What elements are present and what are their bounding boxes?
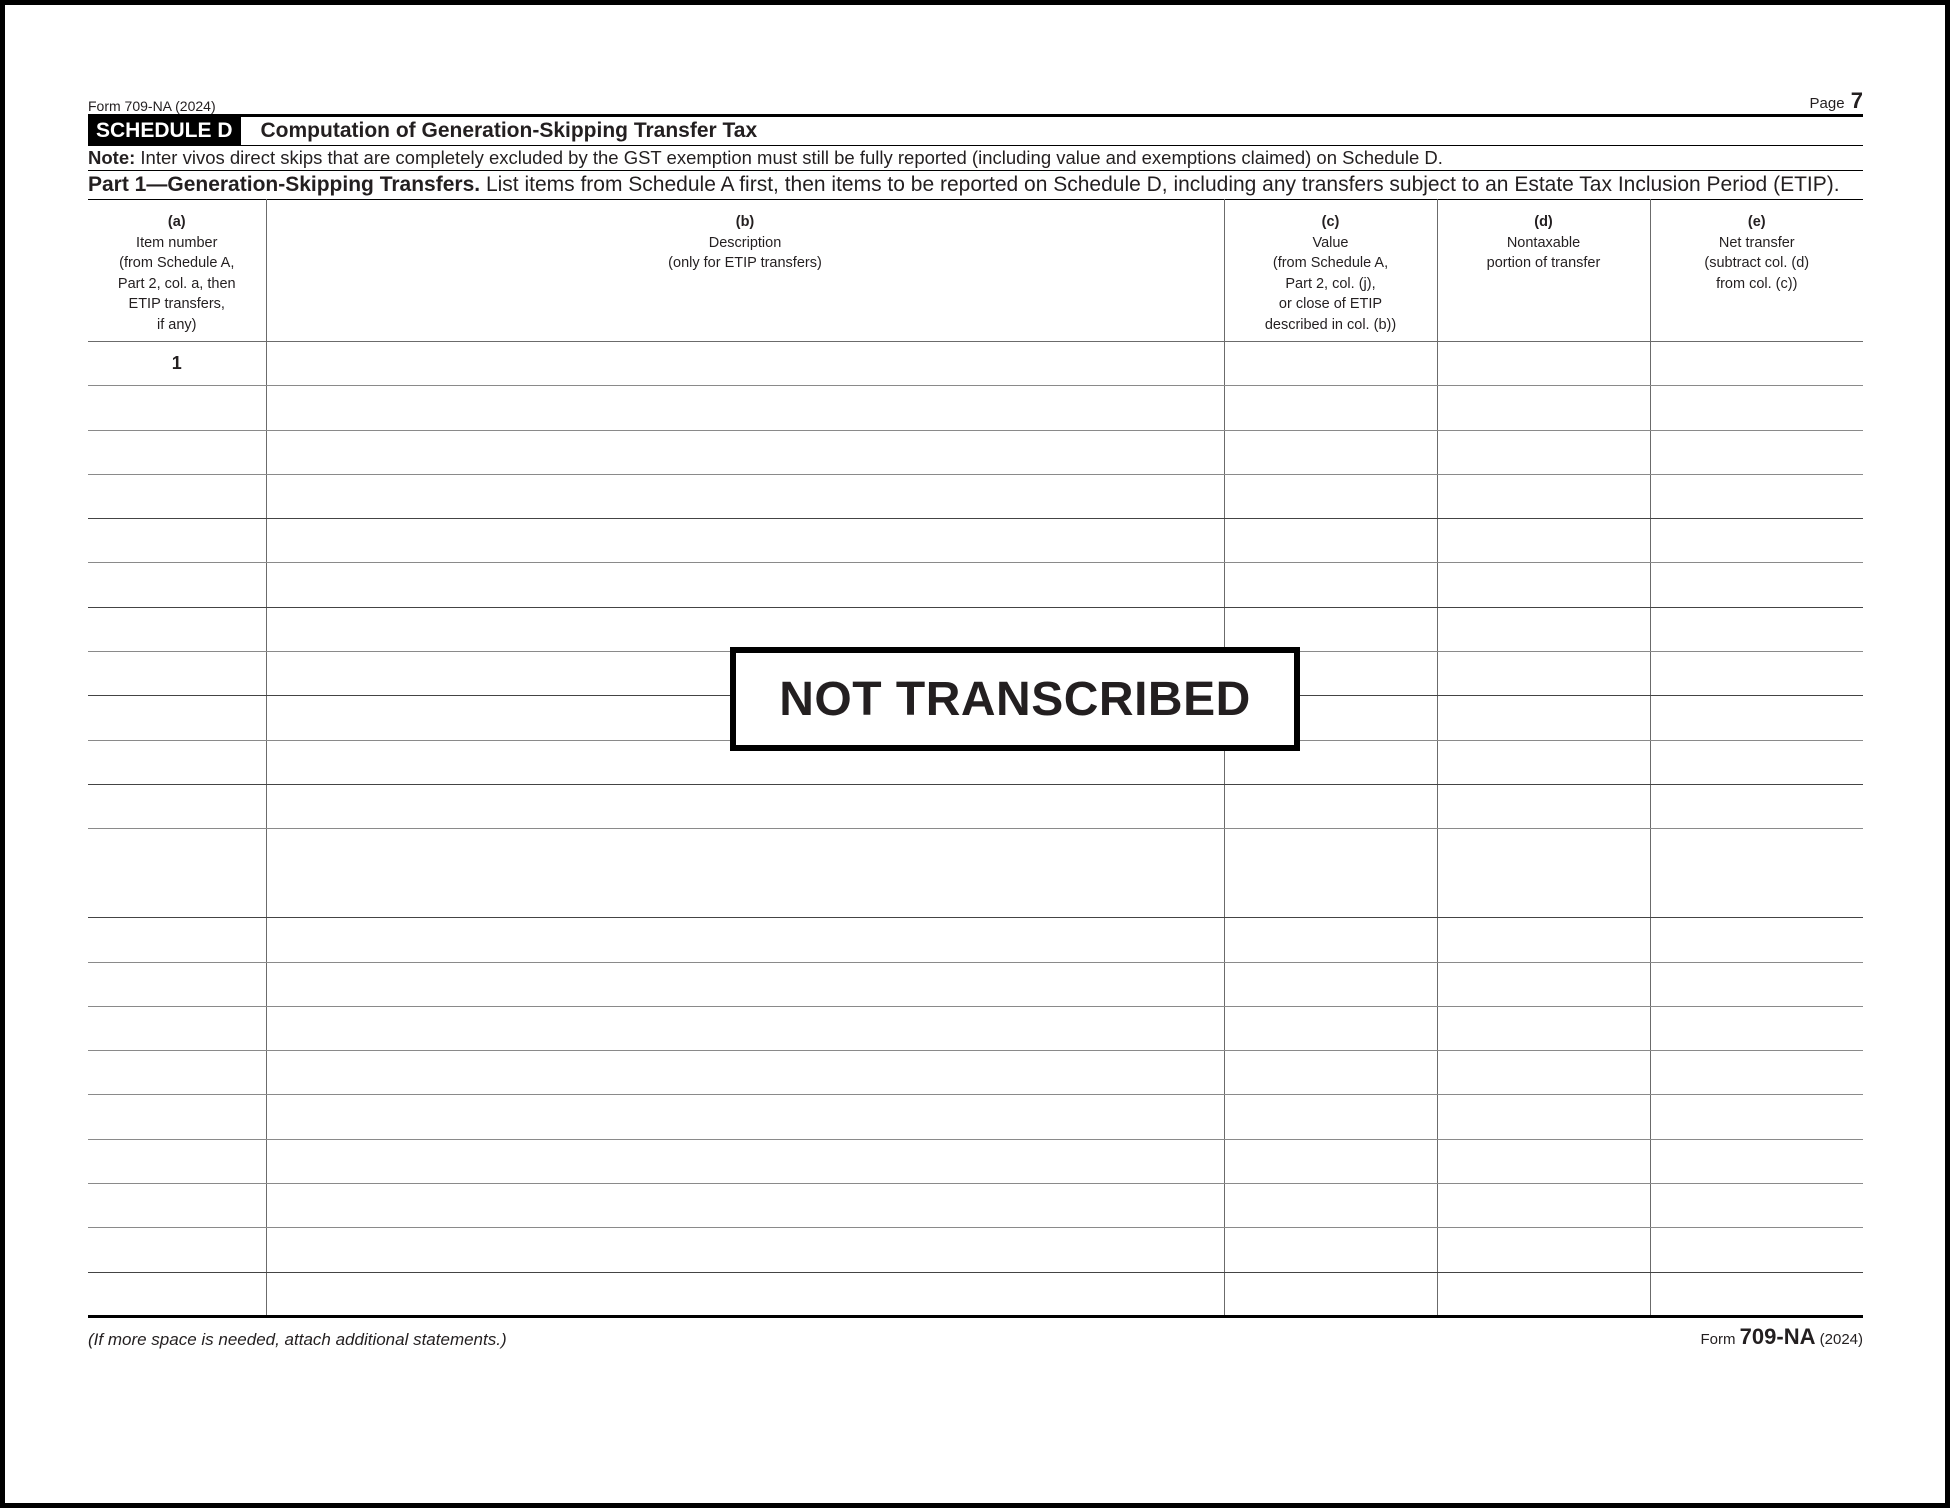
schedule-header (88, 114, 1863, 145)
description-cell[interactable] (266, 1006, 1224, 1050)
page-footer (88, 1324, 1863, 1350)
value-cell[interactable] (1224, 430, 1437, 474)
col-d-header: (d) Nontaxable portion of transfer (1437, 200, 1650, 342)
schedule-title: Computation of Generation-Skipping Transfer Tax (260, 119, 758, 142)
value-cell[interactable] (1224, 386, 1437, 430)
description-cell[interactable] (266, 607, 1224, 651)
description-cell[interactable] (266, 563, 1224, 607)
table-row (88, 962, 1863, 1006)
net-transfer-cell[interactable] (1650, 386, 1863, 430)
nontaxable-cell[interactable] (1437, 784, 1650, 828)
description-cell[interactable] (266, 430, 1224, 474)
description-cell[interactable] (266, 1095, 1224, 1139)
description-cell[interactable] (266, 1228, 1224, 1272)
value-cell[interactable] (1224, 607, 1437, 651)
nontaxable-cell[interactable] (1437, 696, 1650, 740)
net-transfer-cell[interactable] (1650, 740, 1863, 784)
nontaxable-cell[interactable] (1437, 519, 1650, 563)
net-transfer-cell[interactable] (1650, 1051, 1863, 1095)
nontaxable-cell[interactable] (1437, 386, 1650, 430)
schedule-badge: SCHEDULE D (88, 117, 241, 145)
page-header (88, 90, 1863, 114)
description-cell[interactable] (266, 1139, 1224, 1183)
table-row (88, 1095, 1863, 1139)
nontaxable-cell[interactable] (1437, 1228, 1650, 1272)
item-number-cell[interactable] (88, 386, 266, 430)
nontaxable-cell[interactable] (1437, 1184, 1650, 1228)
net-transfer-cell[interactable] (1650, 784, 1863, 828)
form-reference: Form 709-NA (2024) (88, 98, 216, 114)
col-a-header: (a) Item number (from Schedule A, Part 2, col. a, then ETIP transfers, if any) (88, 200, 266, 342)
value-cell[interactable] (1224, 563, 1437, 607)
item-number-cell[interactable] (88, 519, 266, 563)
item-number-cell[interactable] (88, 1184, 266, 1228)
item-number-cell[interactable] (88, 1272, 266, 1316)
item-number-cell[interactable] (88, 696, 266, 740)
item-number-cell[interactable] (88, 1051, 266, 1095)
nontaxable-cell[interactable] (1437, 563, 1650, 607)
table-row (88, 1139, 1863, 1183)
item-number-cell[interactable] (88, 607, 266, 651)
description-cell[interactable] (266, 519, 1224, 563)
value-cell[interactable] (1224, 519, 1437, 563)
table-header-row (88, 200, 1863, 342)
net-transfer-cell[interactable] (1650, 342, 1863, 386)
table-row (88, 474, 1863, 518)
value-cell[interactable] (1224, 1006, 1437, 1050)
table-row (88, 918, 1863, 962)
description-cell[interactable] (266, 829, 1224, 918)
value-cell[interactable] (1224, 1184, 1437, 1228)
net-transfer-cell[interactable] (1650, 474, 1863, 518)
value-cell[interactable] (1224, 962, 1437, 1006)
part1-heading (88, 171, 1863, 199)
not-transcribed-stamp: NOT TRANSCRIBED (730, 647, 1300, 751)
nontaxable-cell[interactable] (1437, 342, 1650, 386)
item-number-cell[interactable] (88, 430, 266, 474)
col-c-header: (c) Value (from Schedule A, Part 2, col. (j), or close of ETIP described in col. (b)) (1224, 200, 1437, 342)
item-number-cell[interactable] (88, 1095, 266, 1139)
value-cell[interactable] (1224, 474, 1437, 518)
nontaxable-cell[interactable] (1437, 829, 1650, 918)
value-cell[interactable] (1224, 784, 1437, 828)
table-row (88, 386, 1863, 430)
table-row (88, 829, 1863, 918)
value-cell[interactable] (1224, 829, 1437, 918)
footer-form-number: 709-NA (1739, 1323, 1816, 1349)
part1-text: List items from Schedule A first, then items to be reported on Schedule D, including any transfers subject to an Estate Tax Inclusion Period (ETIP). (480, 173, 1840, 196)
nontaxable-cell[interactable] (1437, 740, 1650, 784)
net-transfer-cell[interactable] (1650, 696, 1863, 740)
item-number-cell[interactable] (88, 652, 266, 696)
nontaxable-cell[interactable] (1437, 474, 1650, 518)
net-transfer-cell[interactable] (1650, 1006, 1863, 1050)
item-number-cell[interactable] (88, 1139, 266, 1183)
description-cell[interactable] (266, 1051, 1224, 1095)
page-number (1810, 88, 1863, 114)
net-transfer-cell[interactable] (1650, 1184, 1863, 1228)
value-cell[interactable] (1224, 1228, 1437, 1272)
value-cell[interactable] (1224, 1139, 1437, 1183)
value-cell[interactable] (1224, 1051, 1437, 1095)
table-row (88, 430, 1863, 474)
table-row (88, 1006, 1863, 1050)
table-row (88, 784, 1863, 828)
table-row (88, 519, 1863, 563)
footer-note: (If more space is needed, attach additional statements.) (88, 1329, 507, 1349)
col-b-header: (b) Description (only for ETIP transfers) (266, 200, 1224, 342)
net-transfer-cell[interactable] (1650, 430, 1863, 474)
item-number-cell[interactable] (88, 1006, 266, 1050)
page-number-value: 7 (1850, 88, 1863, 113)
gst-transfers-table (88, 199, 1863, 1318)
nontaxable-cell[interactable] (1437, 607, 1650, 651)
description-cell[interactable] (266, 918, 1224, 962)
nontaxable-cell[interactable] (1437, 1051, 1650, 1095)
nontaxable-cell[interactable] (1437, 1272, 1650, 1316)
description-cell[interactable] (266, 474, 1224, 518)
nontaxable-cell[interactable] (1437, 962, 1650, 1006)
description-cell[interactable] (266, 342, 1224, 386)
table-row (88, 1228, 1863, 1272)
note-text: Inter vivos direct skips that are completely excluded by the GST exemption must still be fully reported (including value and exemptions claimed) on Schedule D. (135, 147, 1443, 168)
net-transfer-cell[interactable] (1650, 563, 1863, 607)
note-label: Note: (88, 147, 136, 168)
item-number-cell[interactable] (88, 474, 266, 518)
net-transfer-cell[interactable] (1650, 962, 1863, 1006)
value-cell[interactable] (1224, 918, 1437, 962)
item-number-cell[interactable] (88, 740, 266, 784)
part1-title: Part 1—Generation-Skipping Transfers. (88, 173, 481, 196)
description-cell[interactable] (266, 1184, 1224, 1228)
net-transfer-cell[interactable] (1650, 519, 1863, 563)
table-row (88, 1051, 1863, 1095)
item-number-cell[interactable] (88, 1228, 266, 1272)
footer-form-id: Form 709-NA (2024) (1700, 1323, 1863, 1349)
nontaxable-cell[interactable] (1437, 430, 1650, 474)
description-cell[interactable] (266, 1272, 1224, 1316)
item-number-cell[interactable] (88, 563, 266, 607)
item-number-cell[interactable] (88, 829, 266, 918)
table-row (88, 563, 1863, 607)
value-cell[interactable] (1224, 1095, 1437, 1139)
nontaxable-cell[interactable] (1437, 1006, 1650, 1050)
nontaxable-cell[interactable] (1437, 918, 1650, 962)
net-transfer-cell[interactable] (1650, 1228, 1863, 1272)
item-number-cell[interactable] (88, 962, 266, 1006)
nontaxable-cell[interactable] (1437, 1095, 1650, 1139)
net-transfer-cell[interactable] (1650, 829, 1863, 918)
value-cell[interactable] (1224, 342, 1437, 386)
net-transfer-cell[interactable] (1650, 1095, 1863, 1139)
net-transfer-cell[interactable] (1650, 607, 1863, 651)
nontaxable-cell[interactable] (1437, 1139, 1650, 1183)
net-transfer-cell[interactable] (1650, 1272, 1863, 1316)
net-transfer-cell[interactable] (1650, 1139, 1863, 1183)
table-row (88, 1272, 1863, 1316)
table-row (88, 342, 1863, 386)
table-row (88, 607, 1863, 651)
net-transfer-cell[interactable] (1650, 652, 1863, 696)
nontaxable-cell[interactable] (1437, 652, 1650, 696)
item-number-cell[interactable]: 1 (88, 342, 266, 386)
item-number-cell[interactable] (88, 784, 266, 828)
page-label: Page (1809, 95, 1845, 112)
item-number-cell[interactable] (88, 918, 266, 962)
value-cell[interactable] (1224, 1272, 1437, 1316)
net-transfer-cell[interactable] (1650, 918, 1863, 962)
description-cell[interactable] (266, 962, 1224, 1006)
note (88, 145, 1863, 171)
description-cell[interactable] (266, 386, 1224, 430)
table-row (88, 1184, 1863, 1228)
col-e-header: (e) Net transfer (subtract col. (d) from col. (c)) (1650, 200, 1863, 342)
description-cell[interactable] (266, 784, 1224, 828)
